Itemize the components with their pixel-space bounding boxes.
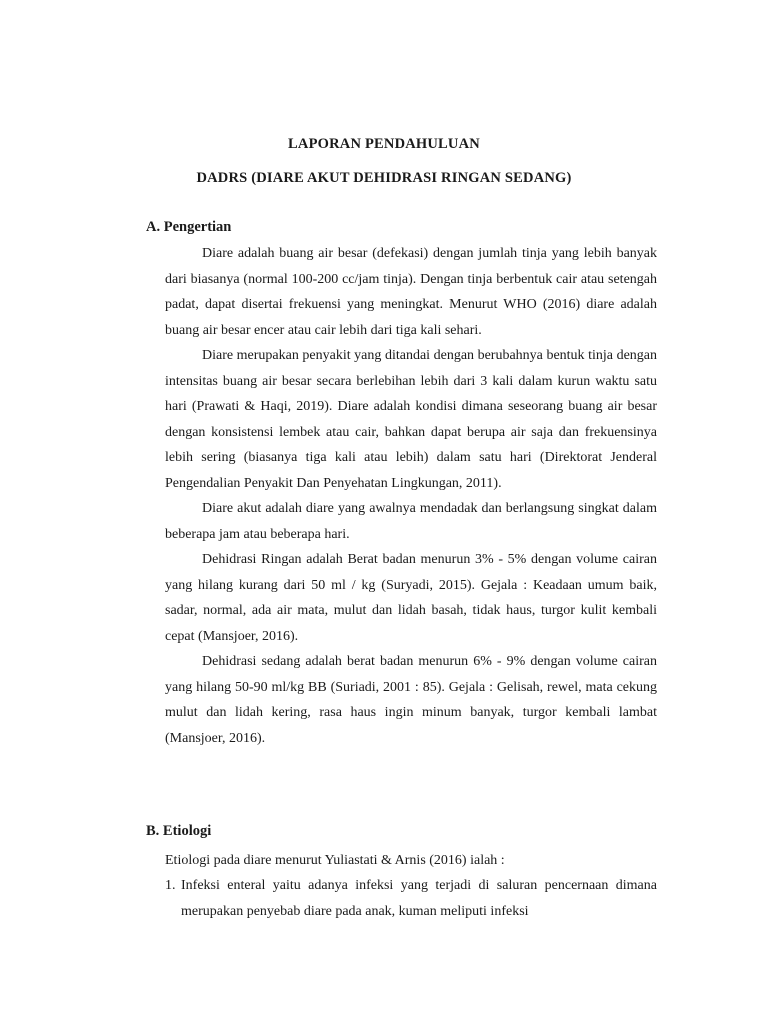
list-item [165,873,657,924]
paragraph: Diare akut adalah diare yang awalnya mendadak dan berlangsung singkat dalam beberapa jam atau beberapa hari. [165,501,657,542]
section-heading-etiologi: B. Etiologi [146,823,212,839]
paragraph: Diare adalah buang air besar (defekasi) dengan jumlah tinja yang lebih banyak dari biasanya (normal 100-200 cc/jam tinja). Dengan tinja berbentuk cair atau setengah padat, dapat disertai frekuensi yang meningkat. Menurut WHO (2016) diare adalah buang air besar encer atau cair lebih dari tiga kali sehari. [165,246,657,338]
paragraph: Diare merupakan penyakit yang ditandai dengan berubahnya bentuk tinja dengan intensitas buang air besar secara berlebihan lebih dari 3 kali dalam kurun waktu satu hari (Prawati & Haqi, 2019). Diare adalah kondisi dimana seseorang buang air besar dengan konsistensi lembek atau cair, bahkan dapat berupa air saja dan frekuensinya lebih sering (biasanya tiga kali atau lebih) dalam satu hari (Direktorat Jenderal Pengendalian Penyakit Dan Penyehatan Lingkungan, 2011). [165,348,657,491]
section-intro-etiologi: Etiologi pada diare menurut Yuliastati & Arnis (2016) ialah : [165,853,505,868]
paragraph: Dehidrasi sedang adalah berat badan menurun 6% - 9% dengan volume cairan yang hilang 50-90 ml/kg BB (Suriadi, 2001 : 85). Gejala : Gelisah, rewel, mata cekung mulut dan lidah kering, rasa haus ingin minum banyak, turgor kembali lambat (Mansjoer, 2016). [165,654,657,746]
list-item-text: Infeksi enteral yaitu adanya infeksi yang terjadi di saluran pencernaan dimana merupakan penyebab diare pada anak, kuman meliputi infeksi [181,878,657,919]
document-subtitle: DADRS (DIARE AKUT DEHIDRASI RINGAN SEDANG) [196,170,572,186]
section-body-pengertian [165,241,657,751]
etiologi-list [165,873,657,924]
section-heading-pengertian: A. Pengertian [146,219,232,235]
list-item-number: 1. [165,878,176,893]
document-title: LAPORAN PENDAHULUAN [288,136,480,152]
paragraph: Dehidrasi Ringan adalah Berat badan menurun 3% - 5% dengan volume cairan yang hilang kurang dari 50 ml / kg (Suryadi, 2015). Gejala : Keadaan umum baik, sadar, normal, ada air mata, mulut dan lidah basah, tidak haus, turgor kulit kembali cepat (Mansjoer, 2016). [165,552,657,644]
